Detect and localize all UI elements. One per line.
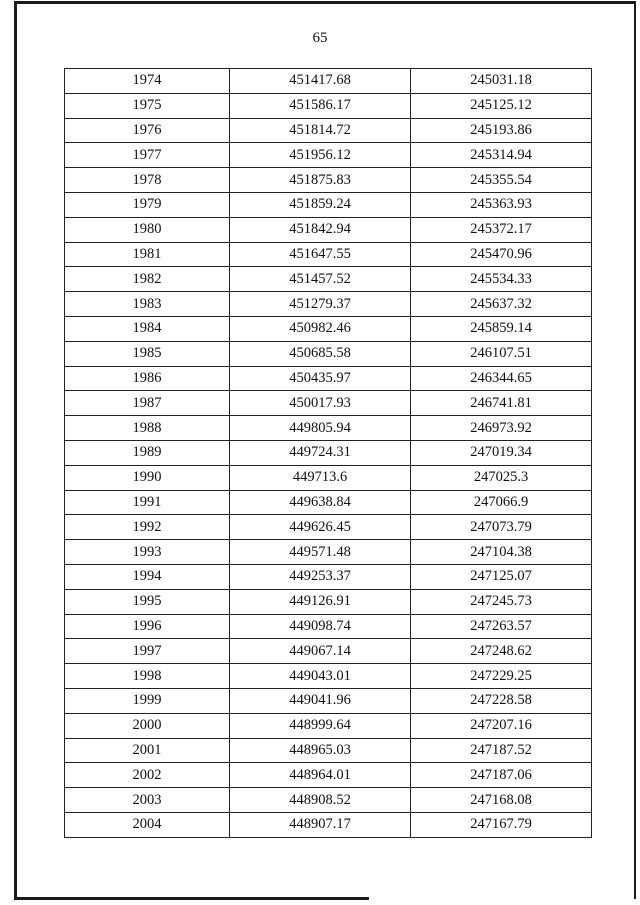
value-a-cell: 451279.37: [230, 292, 411, 317]
year-cell: 1975: [65, 93, 230, 118]
value-a-cell: 451457.52: [230, 267, 411, 292]
page-border-right: [634, 1, 636, 899]
value-b-cell: 245125.12: [411, 93, 592, 118]
page-border-bottom: [14, 897, 369, 900]
table-row: [65, 192, 592, 217]
table-row: [65, 515, 592, 540]
value-a-cell: 449067.14: [230, 639, 411, 664]
year-cell: 1986: [65, 366, 230, 391]
value-b-cell: 247187.52: [411, 738, 592, 763]
year-cell: 1997: [65, 639, 230, 664]
year-cell: 1999: [65, 688, 230, 713]
value-a-cell: 449626.45: [230, 515, 411, 540]
table-row: [65, 713, 592, 738]
year-cell: 1992: [65, 515, 230, 540]
year-cell: 1987: [65, 391, 230, 416]
year-cell: 2000: [65, 713, 230, 738]
year-cell: 1996: [65, 614, 230, 639]
value-a-cell: 449043.01: [230, 664, 411, 689]
table-row: [65, 168, 592, 193]
table-row: [65, 688, 592, 713]
value-a-cell: 448999.64: [230, 713, 411, 738]
year-cell: 1988: [65, 416, 230, 441]
value-b-cell: 247066.9: [411, 490, 592, 515]
table-row: [65, 788, 592, 813]
year-cell: 1998: [65, 664, 230, 689]
year-cell: 2004: [65, 812, 230, 837]
value-b-cell: 247168.08: [411, 788, 592, 813]
year-cell: 1994: [65, 564, 230, 589]
value-b-cell: 247229.25: [411, 664, 592, 689]
table-row: [65, 440, 592, 465]
value-a-cell: 451956.12: [230, 143, 411, 168]
table-row: [65, 738, 592, 763]
value-a-cell: 449805.94: [230, 416, 411, 441]
table-row: [65, 316, 592, 341]
value-a-cell: 449724.31: [230, 440, 411, 465]
value-a-cell: 449638.84: [230, 490, 411, 515]
value-b-cell: 247104.38: [411, 540, 592, 565]
data-table: [64, 68, 592, 838]
year-cell: 1995: [65, 589, 230, 614]
year-cell: 1980: [65, 217, 230, 242]
year-cell: 1982: [65, 267, 230, 292]
value-b-cell: 245193.86: [411, 118, 592, 143]
value-b-cell: 245314.94: [411, 143, 592, 168]
value-b-cell: 245355.54: [411, 168, 592, 193]
value-a-cell: 449098.74: [230, 614, 411, 639]
year-cell: 1979: [65, 192, 230, 217]
table-row: [65, 366, 592, 391]
year-cell: 1991: [65, 490, 230, 515]
value-a-cell: 448908.52: [230, 788, 411, 813]
value-b-cell: 246344.65: [411, 366, 592, 391]
value-a-cell: 451842.94: [230, 217, 411, 242]
value-b-cell: 245534.33: [411, 267, 592, 292]
value-a-cell: 449253.37: [230, 564, 411, 589]
table-row: [65, 242, 592, 267]
table-body: [65, 69, 592, 838]
value-b-cell: 247207.16: [411, 713, 592, 738]
value-b-cell: 247025.3: [411, 465, 592, 490]
value-a-cell: 450017.93: [230, 391, 411, 416]
year-cell: 1993: [65, 540, 230, 565]
table-row: [65, 341, 592, 366]
value-b-cell: 247167.79: [411, 812, 592, 837]
page-border-top: [14, 1, 636, 4]
value-a-cell: 451814.72: [230, 118, 411, 143]
value-a-cell: 450685.58: [230, 341, 411, 366]
year-cell: 2001: [65, 738, 230, 763]
value-b-cell: 245363.93: [411, 192, 592, 217]
value-a-cell: 449041.96: [230, 688, 411, 713]
table-row: [65, 143, 592, 168]
year-cell: 1990: [65, 465, 230, 490]
year-cell: 1989: [65, 440, 230, 465]
table-row: [65, 614, 592, 639]
value-b-cell: 247245.73: [411, 589, 592, 614]
value-b-cell: 245031.18: [411, 69, 592, 94]
table-row: [65, 416, 592, 441]
table-row: [65, 639, 592, 664]
value-a-cell: 451417.68: [230, 69, 411, 94]
year-cell: 1984: [65, 316, 230, 341]
year-cell: 1976: [65, 118, 230, 143]
value-a-cell: 449571.48: [230, 540, 411, 565]
value-b-cell: 247019.34: [411, 440, 592, 465]
table-row: [65, 812, 592, 837]
table-row: [65, 664, 592, 689]
page-border-left: [14, 1, 17, 899]
table-row: [65, 564, 592, 589]
value-a-cell: 448964.01: [230, 763, 411, 788]
value-b-cell: 245637.32: [411, 292, 592, 317]
value-a-cell: 451859.24: [230, 192, 411, 217]
year-cell: 1985: [65, 341, 230, 366]
value-b-cell: 247263.57: [411, 614, 592, 639]
value-b-cell: 246741.81: [411, 391, 592, 416]
value-b-cell: 246973.92: [411, 416, 592, 441]
value-b-cell: 247248.62: [411, 639, 592, 664]
value-a-cell: 450982.46: [230, 316, 411, 341]
table-row: [65, 465, 592, 490]
value-b-cell: 247228.58: [411, 688, 592, 713]
table-row: [65, 93, 592, 118]
value-a-cell: 449126.91: [230, 589, 411, 614]
value-b-cell: 245859.14: [411, 316, 592, 341]
value-b-cell: 246107.51: [411, 341, 592, 366]
value-a-cell: 450435.97: [230, 366, 411, 391]
table-row: [65, 540, 592, 565]
table-row: [65, 589, 592, 614]
value-a-cell: 451875.83: [230, 168, 411, 193]
value-a-cell: 448907.17: [230, 812, 411, 837]
year-cell: 2003: [65, 788, 230, 813]
value-b-cell: 245470.96: [411, 242, 592, 267]
year-cell: 1978: [65, 168, 230, 193]
value-b-cell: 247073.79: [411, 515, 592, 540]
year-cell: 2002: [65, 763, 230, 788]
value-a-cell: 451586.17: [230, 93, 411, 118]
year-cell: 1977: [65, 143, 230, 168]
table-row: [65, 267, 592, 292]
table-row: [65, 292, 592, 317]
table-row: [65, 118, 592, 143]
table-row: [65, 217, 592, 242]
page-number: 65: [312, 30, 328, 46]
value-a-cell: 449713.6: [230, 465, 411, 490]
table-row: [65, 391, 592, 416]
value-a-cell: 451647.55: [230, 242, 411, 267]
value-b-cell: 245372.17: [411, 217, 592, 242]
table-row: [65, 69, 592, 94]
table-row: [65, 763, 592, 788]
value-a-cell: 448965.03: [230, 738, 411, 763]
value-b-cell: 247187.06: [411, 763, 592, 788]
year-cell: 1981: [65, 242, 230, 267]
table-row: [65, 490, 592, 515]
value-b-cell: 247125.07: [411, 564, 592, 589]
year-cell: 1983: [65, 292, 230, 317]
year-cell: 1974: [65, 69, 230, 94]
